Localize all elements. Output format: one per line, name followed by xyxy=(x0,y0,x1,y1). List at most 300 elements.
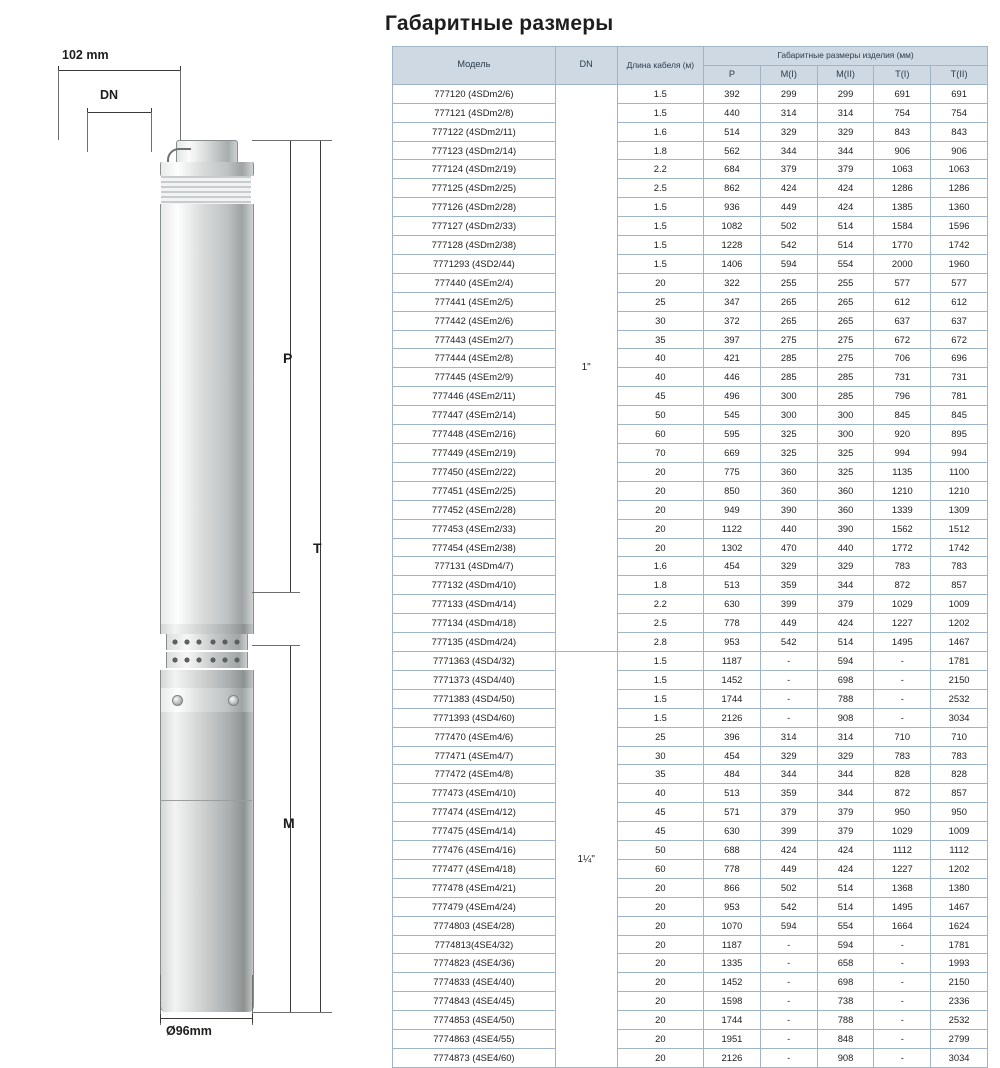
th-t1: T(I) xyxy=(874,65,931,84)
cell-m2: 379 xyxy=(817,595,874,614)
cell-cable-length: 1.5 xyxy=(617,198,703,217)
cell-t1: 1112 xyxy=(874,841,931,860)
cell-t2: 1063 xyxy=(931,160,988,179)
table-row xyxy=(393,1030,988,1049)
cell-t2: 1742 xyxy=(931,236,988,255)
cell-p: 545 xyxy=(704,406,761,425)
cell-t2: 1360 xyxy=(931,198,988,217)
cell-model: 777470 (4SEm4/6) xyxy=(393,727,556,746)
cell-p: 1302 xyxy=(704,538,761,557)
cell-model: 7774803 (4SE4/28) xyxy=(393,916,556,935)
cell-t1: 1029 xyxy=(874,822,931,841)
cell-m2: 424 xyxy=(817,841,874,860)
cell-model: 777478 (4SEm4/21) xyxy=(393,878,556,897)
cell-m1: 325 xyxy=(760,444,817,463)
page-title: Габаритные размеры xyxy=(385,12,614,35)
dimension-letter-t: T xyxy=(313,540,322,556)
cell-cable-length: 1.5 xyxy=(617,670,703,689)
cell-t1: 1029 xyxy=(874,595,931,614)
cell-t2: 1202 xyxy=(931,614,988,633)
cell-m2: 300 xyxy=(817,425,874,444)
cell-cable-length: 20 xyxy=(617,916,703,935)
cell-m1: 329 xyxy=(760,557,817,576)
cell-t2: 1112 xyxy=(931,841,988,860)
table-row xyxy=(393,500,988,519)
cell-model: 777443 (4SEm2/7) xyxy=(393,330,556,349)
cell-p: 953 xyxy=(704,633,761,652)
cell-model: 777131 (4SDm4/7) xyxy=(393,557,556,576)
cell-cable-length: 20 xyxy=(617,954,703,973)
cell-p: 392 xyxy=(704,84,761,103)
cell-cable-length: 30 xyxy=(617,311,703,330)
cell-cable-length: 1.5 xyxy=(617,651,703,670)
cell-p: 1598 xyxy=(704,992,761,1011)
cell-cable-length: 1.5 xyxy=(617,103,703,122)
cell-p: 514 xyxy=(704,122,761,141)
cell-m2: 379 xyxy=(817,803,874,822)
cell-p: 347 xyxy=(704,292,761,311)
pump-motor xyxy=(160,712,254,1012)
cell-m2: 344 xyxy=(817,576,874,595)
cell-model: 777126 (4SDm2/28) xyxy=(393,198,556,217)
cell-t1: - xyxy=(874,689,931,708)
cell-t2: 577 xyxy=(931,273,988,292)
cell-model: 777133 (4SDm4/14) xyxy=(393,595,556,614)
table-row xyxy=(393,368,988,387)
table-row xyxy=(393,1011,988,1030)
cell-m1: 542 xyxy=(760,633,817,652)
cell-m1: 470 xyxy=(760,538,817,557)
cell-t2: 906 xyxy=(931,141,988,160)
cell-cable-length: 20 xyxy=(617,1011,703,1030)
cell-t2: 1100 xyxy=(931,462,988,481)
table-row xyxy=(393,916,988,935)
cell-t2: 857 xyxy=(931,784,988,803)
cell-m2: 440 xyxy=(817,538,874,557)
cell-cable-length: 1.8 xyxy=(617,141,703,160)
cell-t2: 637 xyxy=(931,311,988,330)
cell-t1: 754 xyxy=(874,103,931,122)
cell-m1: 360 xyxy=(760,462,817,481)
table-row xyxy=(393,103,988,122)
cell-m1: 424 xyxy=(760,179,817,198)
table-row xyxy=(393,84,988,103)
cell-cable-length: 20 xyxy=(617,973,703,992)
table-row xyxy=(393,841,988,860)
table-row xyxy=(393,387,988,406)
cell-m1: 359 xyxy=(760,576,817,595)
cell-p: 669 xyxy=(704,444,761,463)
cell-t2: 1467 xyxy=(931,897,988,916)
cell-m2: 514 xyxy=(817,897,874,916)
cell-p: 775 xyxy=(704,462,761,481)
cell-model: 777123 (4SDm2/14) xyxy=(393,141,556,160)
cell-t2: 1781 xyxy=(931,651,988,670)
cell-m1: - xyxy=(760,689,817,708)
cell-t1: 828 xyxy=(874,765,931,784)
dimension-letter-p: P xyxy=(283,350,293,366)
cell-dn: 1" xyxy=(555,84,617,651)
cell-m1: 299 xyxy=(760,84,817,103)
cell-m2: 594 xyxy=(817,935,874,954)
table-row xyxy=(393,576,988,595)
cell-p: 396 xyxy=(704,727,761,746)
cell-m1: 265 xyxy=(760,292,817,311)
th-p: P xyxy=(704,65,761,84)
cell-t2: 1009 xyxy=(931,595,988,614)
dimension-diameter: Ø96mm xyxy=(166,1024,212,1038)
cell-p: 1070 xyxy=(704,916,761,935)
th-dimensions-group: Габаритные размеры изделия (мм) xyxy=(704,47,988,66)
cell-m1: 449 xyxy=(760,198,817,217)
cell-t1: 1286 xyxy=(874,179,931,198)
table-header-row-1 xyxy=(393,47,988,66)
dimension-dn: DN xyxy=(100,88,119,102)
cell-t1: 691 xyxy=(874,84,931,103)
cell-m2: 908 xyxy=(817,1049,874,1068)
cell-t1: - xyxy=(874,651,931,670)
cell-t2: 845 xyxy=(931,406,988,425)
table-row xyxy=(393,595,988,614)
cell-cable-length: 20 xyxy=(617,481,703,500)
pump-drawing xyxy=(0,40,380,1038)
cell-m1: - xyxy=(760,651,817,670)
cell-p: 630 xyxy=(704,822,761,841)
cell-t1: 994 xyxy=(874,444,931,463)
table-row xyxy=(393,784,988,803)
table-row xyxy=(393,349,988,368)
pump-ribbed-section xyxy=(161,176,251,204)
cell-m2: 329 xyxy=(817,746,874,765)
cell-cable-length: 25 xyxy=(617,727,703,746)
table-row xyxy=(393,330,988,349)
cell-t1: 783 xyxy=(874,746,931,765)
cell-p: 850 xyxy=(704,481,761,500)
cell-m2: 329 xyxy=(817,122,874,141)
table-row xyxy=(393,878,988,897)
table-row xyxy=(393,614,988,633)
cell-m1: - xyxy=(760,708,817,727)
cell-cable-length: 1.5 xyxy=(617,84,703,103)
cell-t2: 3034 xyxy=(931,708,988,727)
cell-t2: 1993 xyxy=(931,954,988,973)
table-row xyxy=(393,538,988,557)
table-row xyxy=(393,651,988,670)
cell-m2: 285 xyxy=(817,387,874,406)
cell-p: 513 xyxy=(704,576,761,595)
cell-t2: 1742 xyxy=(931,538,988,557)
table-row xyxy=(393,935,988,954)
cell-model: 777448 (4SEm2/16) xyxy=(393,425,556,444)
cell-p: 1452 xyxy=(704,670,761,689)
cell-model: 7771383 (4SD4/50) xyxy=(393,689,556,708)
cell-t1: 872 xyxy=(874,576,931,595)
cell-m2: 379 xyxy=(817,822,874,841)
cell-model: 7774863 (4SE4/55) xyxy=(393,1030,556,1049)
cell-m2: 698 xyxy=(817,973,874,992)
cell-cable-length: 2.5 xyxy=(617,179,703,198)
cell-m2: 314 xyxy=(817,103,874,122)
cell-p: 862 xyxy=(704,179,761,198)
dimensions-table-wrap xyxy=(392,46,988,1068)
cell-t2: 783 xyxy=(931,557,988,576)
cell-m2: 738 xyxy=(817,992,874,1011)
cell-t1: 1664 xyxy=(874,916,931,935)
cell-m2: 554 xyxy=(817,916,874,935)
cell-p: 454 xyxy=(704,557,761,576)
cell-cable-length: 1.6 xyxy=(617,122,703,141)
cell-m1: 314 xyxy=(760,103,817,122)
cell-t2: 1009 xyxy=(931,822,988,841)
cell-cable-length: 20 xyxy=(617,935,703,954)
cell-m1: 329 xyxy=(760,746,817,765)
cell-m2: 344 xyxy=(817,765,874,784)
cell-t1: 796 xyxy=(874,387,931,406)
table-row xyxy=(393,236,988,255)
cell-model: 777452 (4SEm2/28) xyxy=(393,500,556,519)
table-row xyxy=(393,765,988,784)
table-row xyxy=(393,973,988,992)
cell-model: 777120 (4SDm2/6) xyxy=(393,84,556,103)
cell-cable-length: 1.8 xyxy=(617,576,703,595)
cell-t1: - xyxy=(874,708,931,727)
cell-p: 1951 xyxy=(704,1030,761,1049)
cell-t1: 1339 xyxy=(874,500,931,519)
dimension-letter-m: M xyxy=(283,815,295,831)
cell-cable-length: 2.8 xyxy=(617,633,703,652)
cell-model: 7774823 (4SE4/36) xyxy=(393,954,556,973)
cell-cable-length: 35 xyxy=(617,330,703,349)
cell-m1: 399 xyxy=(760,595,817,614)
cell-m2: 314 xyxy=(817,727,874,746)
table-row xyxy=(393,727,988,746)
cell-model: 777122 (4SDm2/11) xyxy=(393,122,556,141)
cell-m1: 300 xyxy=(760,387,817,406)
cell-t2: 2799 xyxy=(931,1030,988,1049)
table-row xyxy=(393,557,988,576)
cell-model: 777479 (4SEm4/24) xyxy=(393,897,556,916)
cell-m1: - xyxy=(760,935,817,954)
table-row xyxy=(393,141,988,160)
cell-model: 777125 (4SDm2/25) xyxy=(393,179,556,198)
cell-cable-length: 20 xyxy=(617,992,703,1011)
cell-model: 777134 (4SDm4/18) xyxy=(393,614,556,633)
cell-model: 777451 (4SEm2/25) xyxy=(393,481,556,500)
cell-m1: 265 xyxy=(760,311,817,330)
cell-cable-length: 45 xyxy=(617,387,703,406)
cell-m2: 514 xyxy=(817,236,874,255)
table-row xyxy=(393,122,988,141)
cell-model: 777477 (4SEm4/18) xyxy=(393,859,556,878)
cell-t2: 710 xyxy=(931,727,988,746)
cell-t1: 1770 xyxy=(874,236,931,255)
cell-t2: 731 xyxy=(931,368,988,387)
table-row xyxy=(393,292,988,311)
cell-cable-length: 60 xyxy=(617,859,703,878)
table-row xyxy=(393,859,988,878)
cell-m1: 344 xyxy=(760,141,817,160)
cell-cable-length: 20 xyxy=(617,273,703,292)
cell-cable-length: 1.5 xyxy=(617,708,703,727)
cell-cable-length: 1.5 xyxy=(617,236,703,255)
th-model: Модель xyxy=(393,47,556,85)
cell-t2: 1467 xyxy=(931,633,988,652)
cell-m1: 379 xyxy=(760,160,817,179)
cell-cable-length: 70 xyxy=(617,444,703,463)
cell-m2: 594 xyxy=(817,651,874,670)
cell-m2: 514 xyxy=(817,217,874,236)
cell-cable-length: 40 xyxy=(617,349,703,368)
cell-t2: 1624 xyxy=(931,916,988,935)
dimension-outer-width: 102 mm xyxy=(62,48,109,62)
cell-t1: - xyxy=(874,1011,931,1030)
cell-cable-length: 40 xyxy=(617,784,703,803)
cell-t1: - xyxy=(874,1030,931,1049)
cell-t2: 857 xyxy=(931,576,988,595)
table-row xyxy=(393,822,988,841)
cell-m1: 449 xyxy=(760,614,817,633)
cell-m1: 594 xyxy=(760,254,817,273)
cell-m1: 255 xyxy=(760,273,817,292)
cell-p: 496 xyxy=(704,387,761,406)
table-row xyxy=(393,954,988,973)
cell-p: 2126 xyxy=(704,1049,761,1068)
cell-t1: - xyxy=(874,935,931,954)
cell-cable-length: 20 xyxy=(617,462,703,481)
cell-t2: 672 xyxy=(931,330,988,349)
cell-m2: 325 xyxy=(817,444,874,463)
table-row xyxy=(393,254,988,273)
cell-p: 454 xyxy=(704,746,761,765)
cell-t1: - xyxy=(874,1049,931,1068)
cell-p: 949 xyxy=(704,500,761,519)
cell-m2: 908 xyxy=(817,708,874,727)
cell-cable-length: 50 xyxy=(617,841,703,860)
cell-m1: 344 xyxy=(760,765,817,784)
cell-t1: 872 xyxy=(874,784,931,803)
pump-stage-stack xyxy=(160,204,254,624)
cell-m1: 542 xyxy=(760,897,817,916)
cell-m1: - xyxy=(760,1030,817,1049)
cell-model: 7774843 (4SE4/45) xyxy=(393,992,556,1011)
cell-model: 777128 (4SDm2/38) xyxy=(393,236,556,255)
cell-m1: - xyxy=(760,992,817,1011)
cell-cable-length: 1.6 xyxy=(617,557,703,576)
table-row xyxy=(393,217,988,236)
cell-p: 1228 xyxy=(704,236,761,255)
cell-p: 513 xyxy=(704,784,761,803)
cell-t1: 637 xyxy=(874,311,931,330)
cell-m1: 329 xyxy=(760,122,817,141)
cell-p: 2126 xyxy=(704,708,761,727)
cell-cable-length: 60 xyxy=(617,425,703,444)
cell-m2: 424 xyxy=(817,179,874,198)
cell-p: 1122 xyxy=(704,519,761,538)
cell-t2: 2150 xyxy=(931,973,988,992)
cell-model: 777440 (4SEm2/4) xyxy=(393,273,556,292)
cell-p: 1406 xyxy=(704,254,761,273)
cell-p: 953 xyxy=(704,897,761,916)
cell-cable-length: 30 xyxy=(617,746,703,765)
cell-model: 7771363 (4SD4/32) xyxy=(393,651,556,670)
cell-cable-length: 40 xyxy=(617,368,703,387)
cell-t1: 843 xyxy=(874,122,931,141)
cell-p: 630 xyxy=(704,595,761,614)
cell-t2: 3034 xyxy=(931,1049,988,1068)
cell-t1: 1227 xyxy=(874,859,931,878)
cell-cable-length: 35 xyxy=(617,765,703,784)
cell-cable-length: 45 xyxy=(617,822,703,841)
cell-p: 936 xyxy=(704,198,761,217)
cell-p: 571 xyxy=(704,803,761,822)
cell-t1: 920 xyxy=(874,425,931,444)
table-row xyxy=(393,897,988,916)
table-row xyxy=(393,803,988,822)
table-row xyxy=(393,273,988,292)
table-row xyxy=(393,1049,988,1068)
cell-m1: 542 xyxy=(760,236,817,255)
cell-model: 777127 (4SDm2/33) xyxy=(393,217,556,236)
cell-p: 1187 xyxy=(704,935,761,954)
cell-m2: 300 xyxy=(817,406,874,425)
cell-t1: 950 xyxy=(874,803,931,822)
th-t2: T(II) xyxy=(931,65,988,84)
cell-model: 7774813(4SE4/32) xyxy=(393,935,556,954)
cell-m1: 449 xyxy=(760,859,817,878)
cell-m1: 502 xyxy=(760,217,817,236)
cell-m1: 424 xyxy=(760,841,817,860)
cell-p: 1744 xyxy=(704,689,761,708)
cell-t2: 783 xyxy=(931,746,988,765)
cell-m2: 265 xyxy=(817,311,874,330)
cell-cable-length: 20 xyxy=(617,538,703,557)
cell-t1: 672 xyxy=(874,330,931,349)
cell-t1: - xyxy=(874,670,931,689)
cell-p: 446 xyxy=(704,368,761,387)
cell-m1: 390 xyxy=(760,500,817,519)
cell-cable-length: 25 xyxy=(617,292,703,311)
cell-m2: 329 xyxy=(817,557,874,576)
cell-t1: - xyxy=(874,992,931,1011)
cell-m2: 788 xyxy=(817,1011,874,1030)
cell-cable-length: 1.5 xyxy=(617,254,703,273)
cell-t1: 906 xyxy=(874,141,931,160)
table-row xyxy=(393,160,988,179)
cell-t1: 1772 xyxy=(874,538,931,557)
cell-model: 777475 (4SEm4/14) xyxy=(393,822,556,841)
cell-p: 421 xyxy=(704,349,761,368)
cell-p: 595 xyxy=(704,425,761,444)
th-cable: Длина кабеля (м) xyxy=(617,47,703,85)
cell-t1: 2000 xyxy=(874,254,931,273)
cell-model: 777135 (4SDm4/24) xyxy=(393,633,556,652)
table-row xyxy=(393,462,988,481)
cell-model: 7771373 (4SD4/40) xyxy=(393,670,556,689)
cell-t2: 2336 xyxy=(931,992,988,1011)
cell-t2: 691 xyxy=(931,84,988,103)
table-row xyxy=(393,633,988,652)
cell-p: 866 xyxy=(704,878,761,897)
cell-m2: 275 xyxy=(817,349,874,368)
cell-model: 7774833 (4SE4/40) xyxy=(393,973,556,992)
cell-t2: 950 xyxy=(931,803,988,822)
cell-model: 777476 (4SEm4/16) xyxy=(393,841,556,860)
table-row xyxy=(393,425,988,444)
cell-m2: 344 xyxy=(817,784,874,803)
pump-collar xyxy=(160,162,254,176)
cell-t1: 1495 xyxy=(874,633,931,652)
cell-m1: 594 xyxy=(760,916,817,935)
